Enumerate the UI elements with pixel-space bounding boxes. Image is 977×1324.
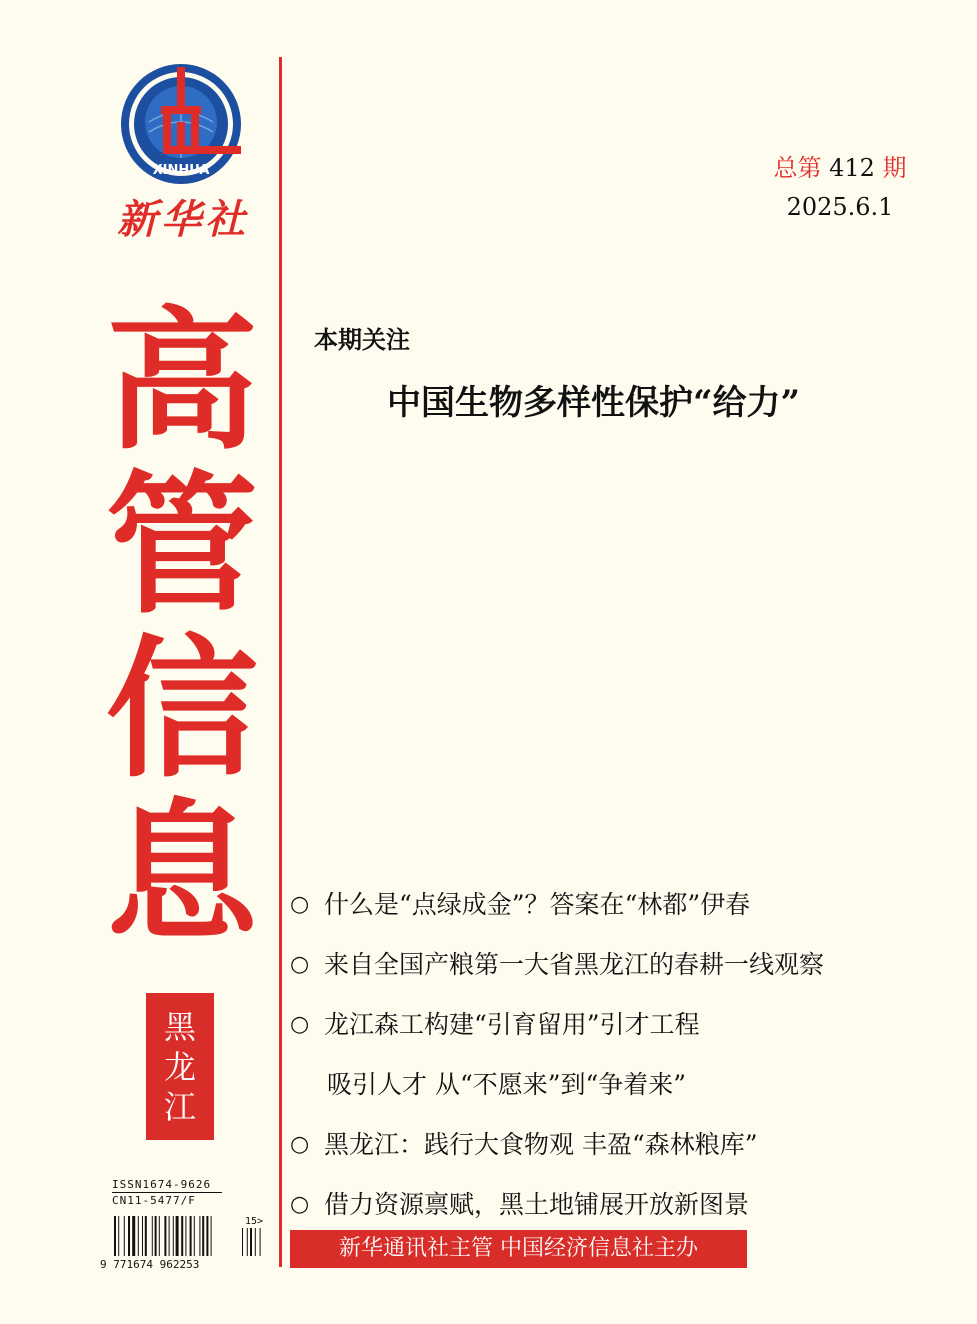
article-item[interactable] — [290, 1126, 950, 1186]
barcode-addon-bar — [255, 1228, 256, 1256]
region-char: 龙 — [163, 1047, 196, 1086]
article-item[interactable] — [290, 886, 950, 946]
svg-text:XINHUA: XINHUA — [152, 163, 210, 178]
barcode-bar — [155, 1216, 157, 1256]
article-title: 龙江森工构建“引育留用”引才工程 — [324, 1010, 700, 1039]
title-char: 管 — [106, 457, 258, 634]
barcode-bar — [176, 1216, 179, 1256]
barcode-addon-bar — [247, 1228, 248, 1256]
article-item[interactable] — [290, 946, 950, 1006]
article-title: 什么是“点绿成金”？答案在“林都”伊春 — [324, 890, 751, 919]
barcode-addon-bar — [260, 1228, 261, 1256]
region-badge — [146, 993, 214, 1140]
magazine-title — [106, 293, 258, 962]
barcode-bar — [152, 1216, 153, 1256]
barcode-addon: 15> — [245, 1216, 264, 1227]
article-item[interactable] — [290, 1006, 950, 1066]
barcode-bar — [190, 1216, 192, 1256]
barcode-addon-bar — [250, 1228, 252, 1256]
barcode-bar — [128, 1216, 130, 1256]
barcode-bar — [164, 1216, 166, 1256]
issue-prefix: 总第 — [773, 154, 822, 182]
xinhua-logo — [119, 62, 243, 186]
barcode-bar — [181, 1216, 183, 1256]
focus-headline: 中国生物多样性保护“给力” — [387, 383, 801, 423]
bullet-icon: ○ — [290, 952, 310, 977]
barcode-bar — [132, 1216, 135, 1256]
focus-label: 本期关注 — [314, 325, 410, 354]
barcode-bar — [169, 1216, 170, 1256]
barcode-bar — [194, 1216, 195, 1256]
issue-date: 2025.6.1 — [786, 193, 894, 221]
issue-number-value: 412 — [829, 154, 875, 182]
red-divider — [279, 57, 282, 1267]
issue-number — [770, 148, 910, 183]
barcode-number: 9 771674 962253 — [100, 1258, 200, 1270]
region-char: 江 — [163, 1087, 196, 1126]
barcode-bar — [138, 1216, 139, 1256]
barcode-bar — [142, 1216, 143, 1256]
region-char: 黑 — [163, 1007, 196, 1046]
barcode-bar — [124, 1216, 125, 1256]
barcode-bar — [118, 1216, 119, 1256]
article-title: 吸引人才 从“不愿来”到“争着来” — [327, 1070, 687, 1099]
barcode-bar — [206, 1216, 208, 1256]
article-subtitle[interactable] — [290, 1066, 950, 1126]
bullet-icon: ○ — [290, 1012, 310, 1037]
barcode-bars — [114, 1216, 264, 1256]
issn-block — [112, 1178, 232, 1207]
article-title: 借力资源禀赋，黑土地铺展开放新图景 — [324, 1190, 750, 1219]
barcode-bar — [199, 1216, 200, 1256]
barcode — [100, 1210, 270, 1270]
title-char: 信 — [106, 621, 258, 798]
article-list — [290, 886, 950, 1246]
cn-number: CN11-5477/F — [112, 1194, 196, 1207]
agency-name: 新华社 — [117, 196, 249, 243]
bullet-icon: ○ — [290, 1192, 310, 1217]
issue-suffix: 期 — [882, 154, 907, 182]
barcode-bar — [114, 1216, 116, 1256]
barcode-bar — [185, 1216, 186, 1256]
barcode-bar — [211, 1216, 212, 1256]
article-title: 黑龙江：践行大食物观 丰盈“森林粮库” — [324, 1130, 758, 1159]
bullet-icon: ○ — [290, 1132, 310, 1157]
barcode-bar — [202, 1216, 204, 1256]
title-char: 高 — [106, 293, 258, 470]
issn-rule — [112, 1192, 222, 1193]
bullet-icon: ○ — [290, 892, 310, 917]
barcode-bar — [145, 1216, 147, 1256]
article-title: 来自全国产粮第一大省黑龙江的春耕一线观察 — [324, 950, 825, 979]
barcode-bar — [159, 1216, 160, 1256]
issn-number: ISSN1674-9626 — [112, 1178, 212, 1191]
barcode-addon-bar — [242, 1228, 243, 1256]
barcode-bar — [173, 1216, 174, 1256]
title-char: 息 — [106, 785, 258, 962]
sponsor-banner: 新华通讯社主管 中国经济信息社主办 — [290, 1230, 747, 1268]
